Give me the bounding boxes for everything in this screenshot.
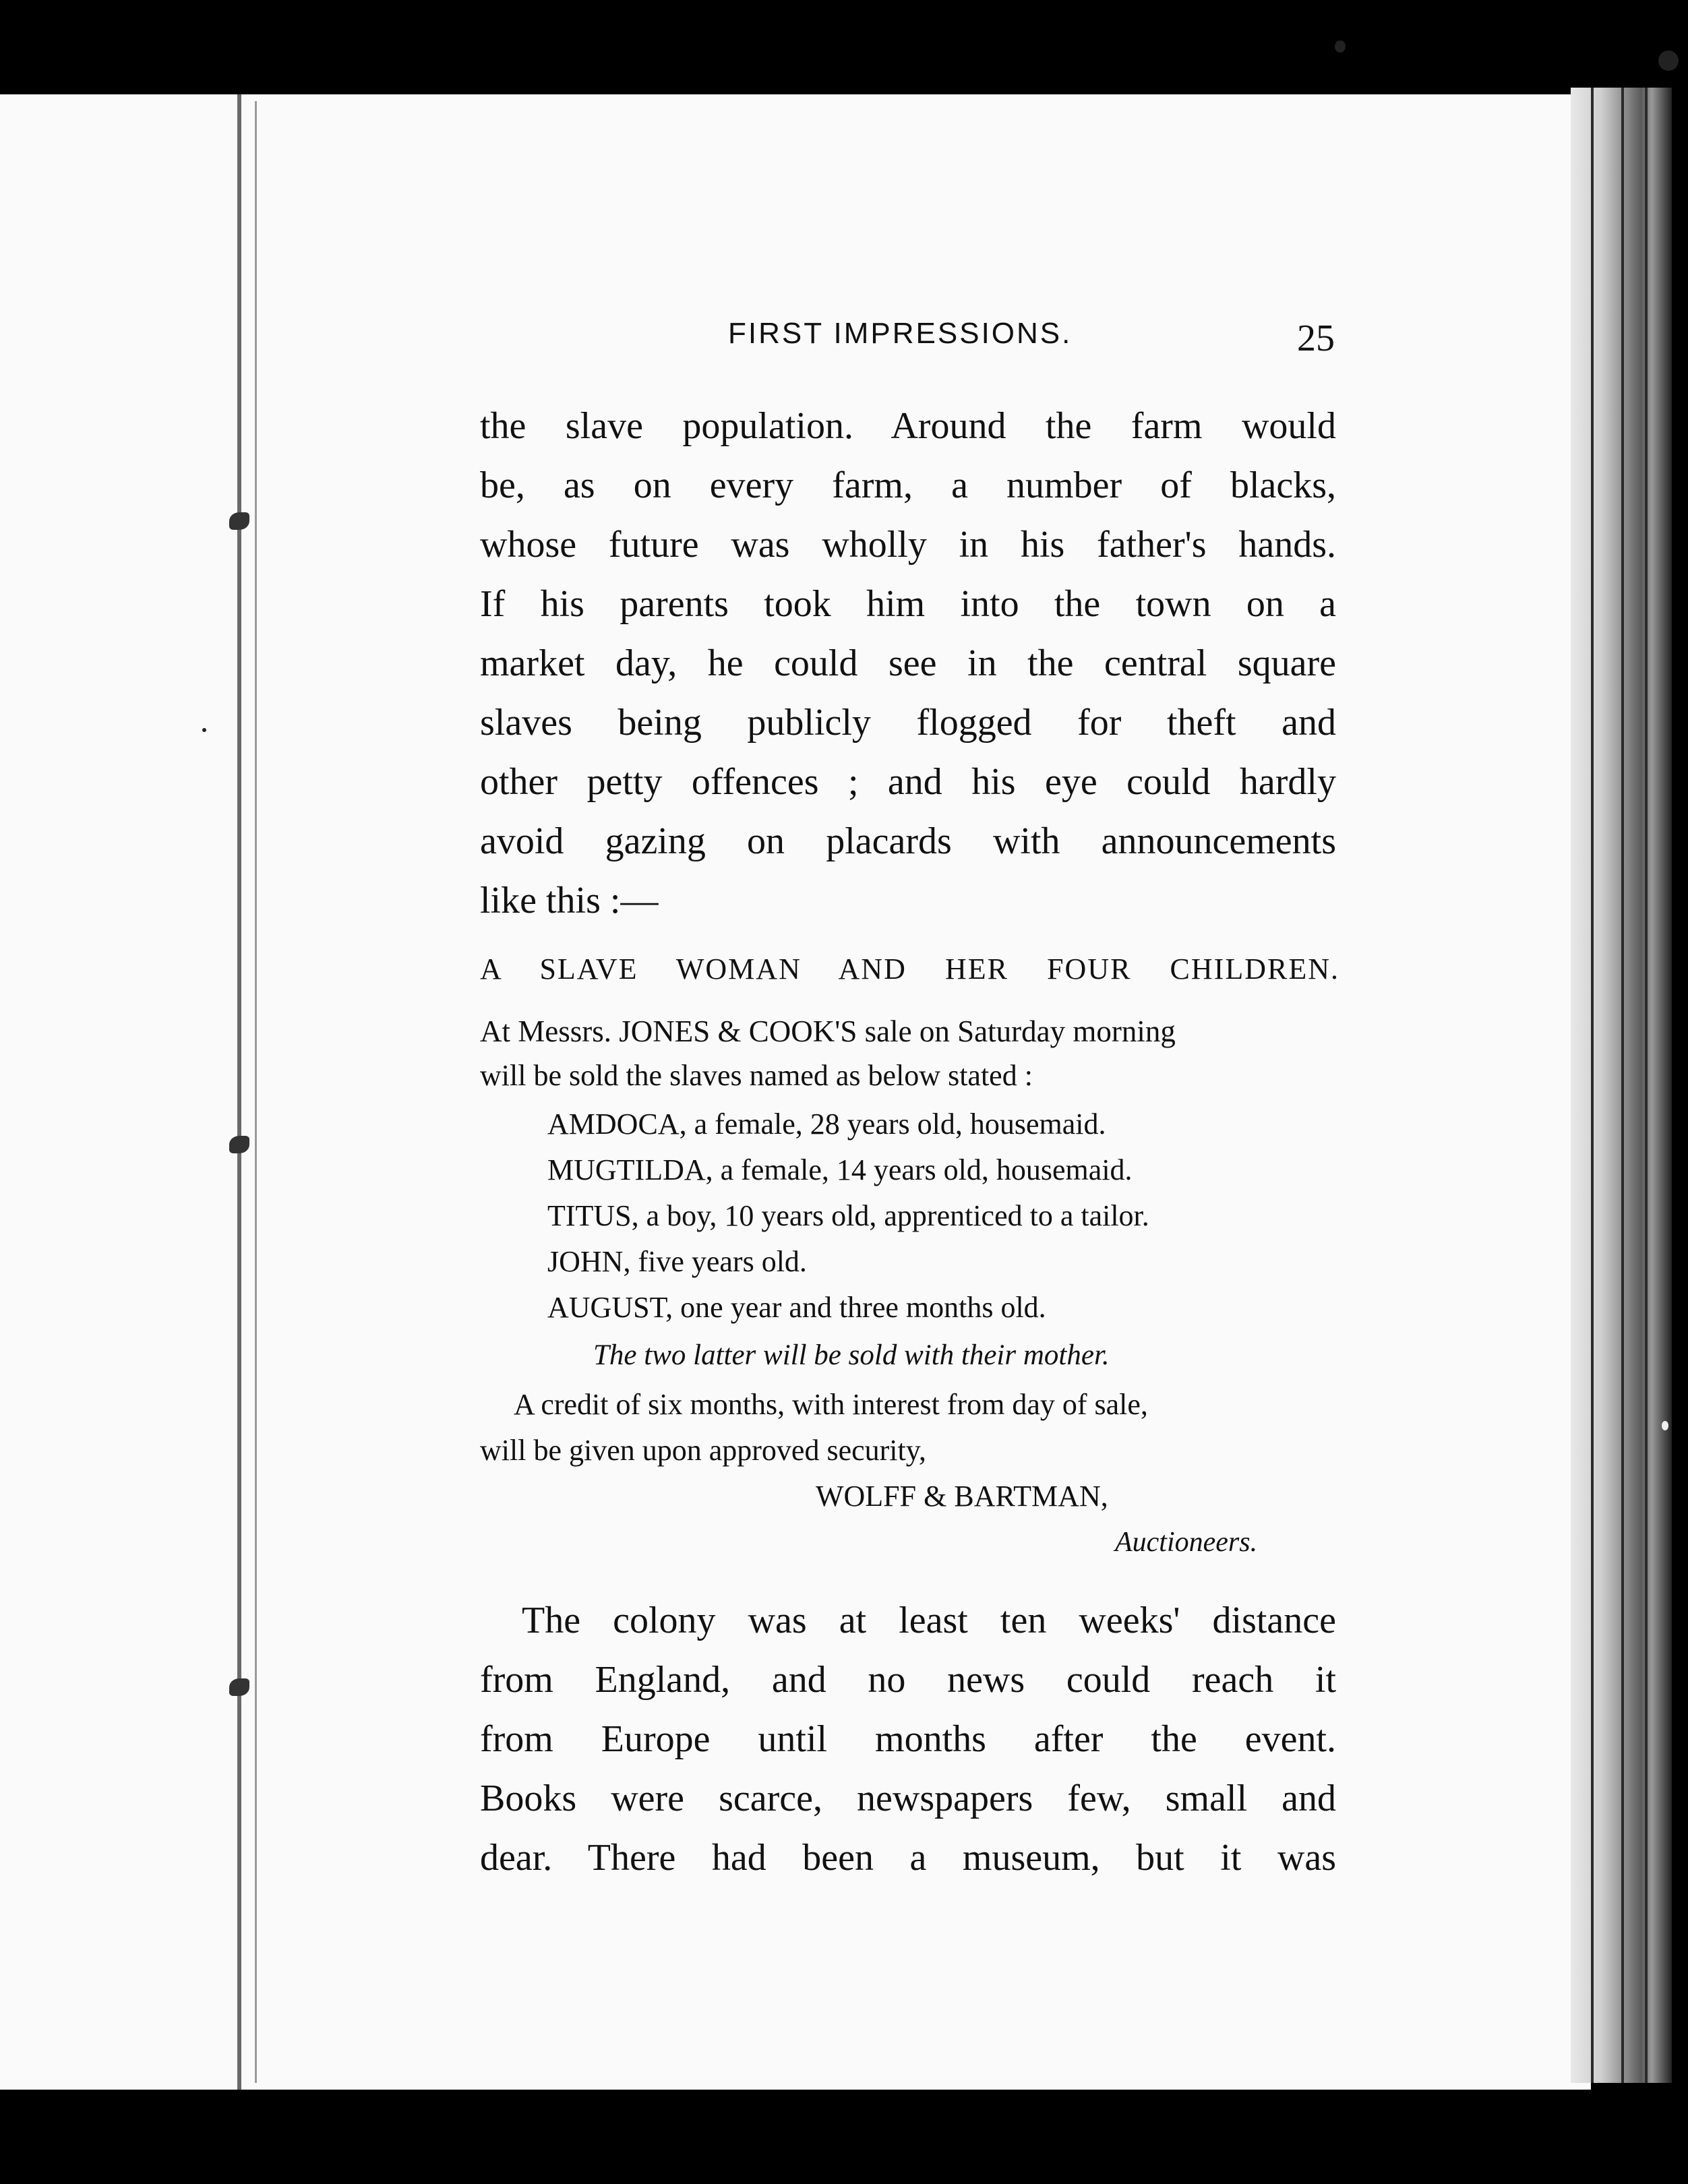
speck	[202, 728, 206, 732]
notice-intro-line: At Messrs. JONES & COOK'S sale on Saturday morning	[480, 1014, 1176, 1048]
paragraph-1	[480, 396, 1336, 930]
text-line: like this :—	[480, 880, 659, 921]
text-line: market day, he could see in the central square	[480, 642, 1336, 684]
text-line: from England, and no news could reach it	[480, 1659, 1336, 1701]
notice-signature-title: Auctioneers.	[1115, 1527, 1258, 1558]
binding-stitch	[229, 512, 249, 530]
text-line: Books were scarce, newspapers few, small and	[480, 1778, 1336, 1819]
text-line: If his parents took him into the town on a	[480, 583, 1336, 625]
slave-entry: AUGUST, one year and three months old.	[547, 1291, 1046, 1324]
text-line: dear. There had been a museum, but it was	[480, 1837, 1336, 1879]
slave-entry: JOHN, five years old.	[547, 1245, 807, 1278]
text-line: the slave population. Around the farm would	[480, 405, 1336, 447]
text-line: slaves being publicly flogged for theft and	[480, 702, 1336, 744]
page-header	[701, 317, 1335, 364]
notice-credit-line: A credit of six months, with interest from day of sale,	[514, 1388, 1148, 1421]
binding-stitch	[229, 1678, 249, 1696]
binding-gutter	[237, 94, 241, 2090]
slave-sale-notice	[480, 952, 1339, 1558]
running-title: FIRST IMPRESSIONS.	[728, 317, 1073, 350]
notice-credit-line: will be given upon approved security,	[480, 1434, 926, 1467]
binding-gutter-inner	[255, 101, 257, 2083]
page-number: 25	[1297, 317, 1335, 359]
notice-signature: WOLFF & BARTMAN,	[816, 1480, 1108, 1513]
slave-entry: MUGTILDA, a female, 14 years old, housemaid.	[547, 1153, 1133, 1186]
text-line: The colony was at least ten weeks' distance	[522, 1600, 1336, 1641]
text-line: from Europe until months after the event.	[480, 1718, 1336, 1760]
slave-entry: TITUS, a boy, 10 years old, apprenticed to a tailor.	[547, 1199, 1149, 1232]
notice-title: A SLAVE WOMAN AND HER FOUR CHILDREN.	[480, 952, 1339, 985]
text-line: be, as on every farm, a number of blacks,	[480, 464, 1336, 506]
text-line: other petty offences ; and his eye could hardly	[480, 761, 1336, 803]
text-line: whose future was wholly in his father's hands.	[480, 524, 1336, 566]
notice-intro-line: will be sold the slaves named as below stated :	[480, 1059, 1033, 1092]
speck	[1662, 1421, 1668, 1430]
notice-note: The two latter will be sold with their mother.	[593, 1339, 1110, 1371]
speck	[1335, 40, 1346, 53]
paragraph-2	[480, 1591, 1336, 1887]
speck	[1658, 51, 1679, 71]
binding-stitch	[229, 1136, 249, 1153]
page-edges	[1571, 88, 1672, 2083]
text-line: avoid gazing on placards with announcements	[480, 820, 1336, 862]
slave-entry: AMDOCA, a female, 28 years old, housemaid.	[547, 1108, 1106, 1141]
